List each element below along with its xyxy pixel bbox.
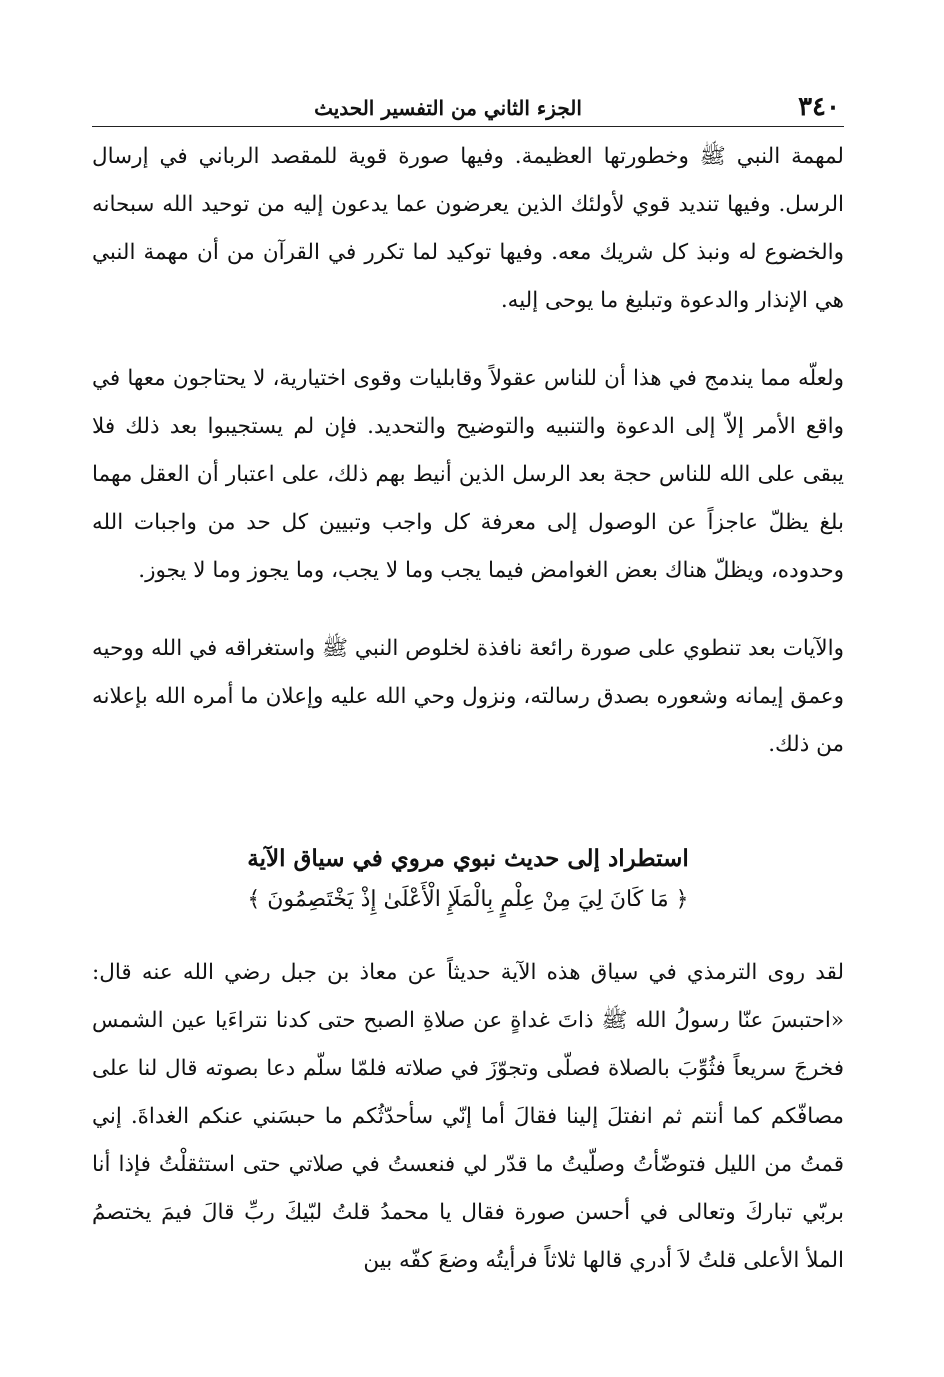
paragraph-gap (92, 325, 844, 355)
running-title: الجزء الثاني من التفسير الحديث (314, 96, 582, 120)
book-page (92, 88, 844, 1285)
quran-verse: ﴿ مَا كَانَ لِيَ مِنْ عِلْمٍ بِالْمَلَإِ الْأَعْلَىٰ إِذْ يَخْتَصِمُونَ ﴾ (247, 887, 689, 912)
page-number: ٣٤٠ (798, 92, 840, 122)
paragraph-gap (92, 595, 844, 625)
page-header (92, 88, 844, 127)
section-title: استطراد إلى حديث نبوي مروي في سياق الآية (247, 845, 689, 872)
paragraph-2: ولعلّه مما يندمج في هذا أن للناس عقولاً وقابليات وقوى اختيارية، لا يحتاجون معها في واقع الأمر إلاّ إلى الدعوة والتنبيه والتوضيح والتحديد. فإن لم يستجيبوا بعد ذلك فلا يبقى على الله للناس حجة بعد الرسل الذين أنيط بهم ذلك، على اعتبار أن العقل مهما بلغ يظلّ عاجزاً عن الوصول إلى معرفة كل واجب وتبيين كل حد من واجبات الله وحدوده، ويظلّ هناك بعض الغوامض فيما يجب وما لا يجب، وما يجوز وما لا يجوز. (92, 366, 844, 583)
paragraph-3: والآيات بعد تنطوي على صورة رائعة نافذة لخلوص النبي ﷺ واستغراقه في الله ووحيه وعمق إيمانه وشعوره بصدق رسالته، ونزول وحي الله عليه وإعلان ما أمره الله بإعلانه من ذلك. (92, 636, 844, 757)
paragraph-4: لقد روى الترمذي في سياق هذه الآية حديثاً عن معاذ بن جبل رضي الله عنه قال: «احتبسَ عنّا رسولُ الله ﷺ ذاتَ غداةٍ عن صلاةِ الصبح حتى كدنا نتراءَيا عين الشمس فخرجَ سريعاً فثُوِّبَ بالصلاة فصلّى وتجوّزَ في صلاته فلمّا سلّم دعا بصوته قال لنا على مصافّكم كما أنتم ثم انفتلَ إلينا فقالَ أما إنّي سأحدّثُكم ما حبسَني عنكم الغداةَ. إني قمتُ من الليل فتوضّأتُ وصلّيتُ ما قدّر لي فنعستُ في صلاتي حتى استثقلْتُ فإذا أنا بربّي تباركَ وتعالى في أحسن صورة فقال يا محمدُ قلتُ لبّيكَ ربِّ قالَ فيمَ يختصمُ الملأ الأعلى قلتُ لاَ أدري قالها ثلاثاً فرأيتُه وضعَ كفّه بين (92, 960, 844, 1273)
paragraph-1: لمهمة النبي ﷺ وخطورتها العظيمة. وفيها صورة قوية للمقصد الرباني في إرسال الرسل. وفيها تنديد قوي لأولئك الذين يعرضون عما يدعون إليه من توحيد الله سبحانه والخضوع له ونبذ كل شريك معه. وفيها توكيد لما تكرر في القرآن من أن مهمة النبي هي الإنذار والدعوة وتبليغ ما يوحى إليه. (92, 144, 844, 313)
